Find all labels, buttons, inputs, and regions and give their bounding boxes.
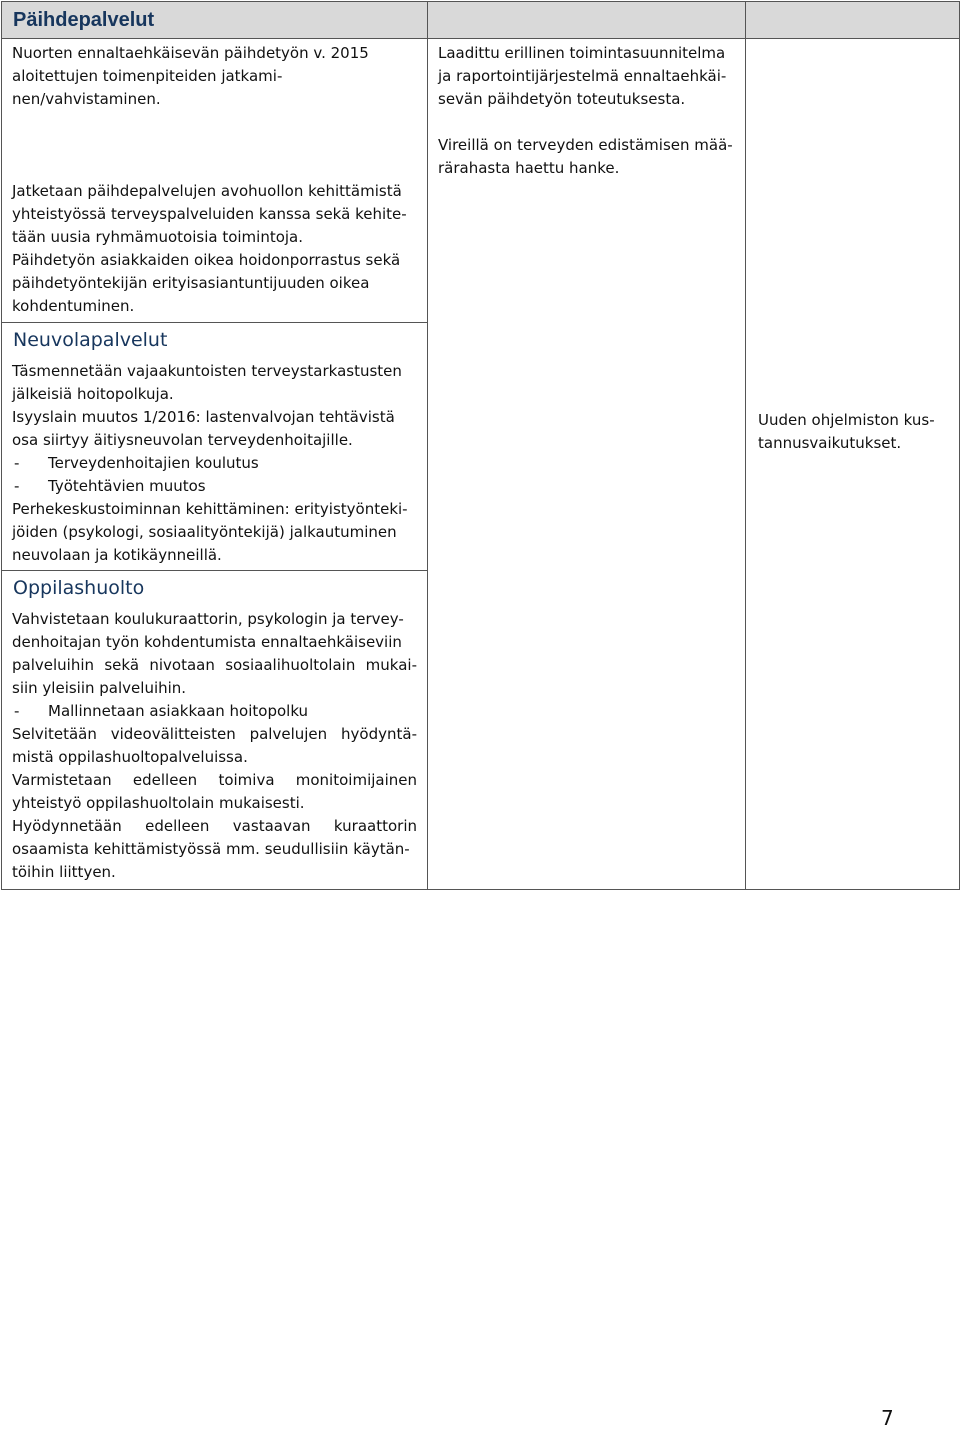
text-line: Uuden ohjelmiston kus- [758,411,935,429]
section-row-paihdepalvelut [2,39,960,323]
text-line: jälkeisiä hoitopolkuja. [12,385,174,403]
text-line: aloitettujen toimenpiteiden jatkami- [12,67,283,85]
text-line: denhoitajan työn kohdentumista ennaltaehkäiseviin [12,633,402,651]
text-line: Päihdetyön asiakkaiden oikea hoidonporrastus sekä [12,251,401,269]
section-title-neuvolapalvelut: Neuvolapalvelut [13,329,168,351]
text-line: töihin liittyen. [12,863,116,881]
text-line: yhteistyössä terveyspalveluiden kanssa sekä kehite- [12,205,407,223]
text-line: Nuorten ennaltaehkäisevän päihdetyön v. 2015 [12,44,369,62]
section-title-paihdepalvelut: Päihdepalvelut [13,9,155,31]
text-line: neuvolaan ja kotikäynneillä. [12,546,222,564]
text-line: osaamista kehittämistyössä mm. seudullisiin käytän- [12,840,410,858]
notes-cell [746,39,960,890]
text-line: sevän päihdetyön toteutuksesta. [438,90,686,108]
text-line: jöiden (psykologi, sosiaalityöntekijä) jalkautuminen [12,523,397,541]
section-header-cell [2,2,428,39]
text-line: rärahasta haettu hanke. [438,159,620,177]
list-item-text: Mallinnetaan asiakkaan hoitopolku [48,702,309,720]
header-cell-empty [428,2,746,39]
text-line: Jatketaan päihdepalvelujen avohuollon kehittämistä [12,182,402,200]
dash-bullet: - [14,477,20,495]
text-line: palveluihin sekä nivotaan sosiaalihuoltolain mukai- [12,656,417,674]
dash-bullet: - [14,454,20,472]
text-line: Isyyslain muutos 1/2016: lastenvalvojan tehtävistä [12,408,395,426]
text-line: siin yleisiin palveluihin. [12,679,187,697]
list-item [12,452,417,475]
text-line: kohdentuminen. [12,297,135,315]
text-line: Perhekeskustoiminnan kehittäminen: erityistyönteki- [12,500,408,518]
text-line: Laadittu erillinen toimintasuunnitelma [438,44,726,62]
dash-bullet: - [14,702,20,720]
page-number: 7 [881,1406,894,1430]
plan-table [1,1,960,890]
text-line: osa siirtyy äitiysneuvolan terveydenhoitajille. [12,431,353,449]
header-row [2,2,960,39]
text-line: mistä oppilashuoltopalveluissa. [12,748,248,766]
text-line: Varmistetaan edelleen toimiva monitoimijainen [12,771,417,789]
text-line: Täsmennetään vajaakuntoisten terveystarkastusten [12,362,402,380]
section-cell-paihdepalvelut [2,39,428,323]
section-cell-neuvolapalvelut [2,323,428,571]
list-item [12,475,417,498]
text-line: Hyödynnetään edelleen vastaavan kuraattorin [12,817,417,835]
text-line: tään uusia ryhmämuotoisia toimintoja. [12,228,304,246]
text-line: yhteistyö oppilashuoltolain mukaisesti. [12,794,305,812]
section-title-oppilashuolto: Oppilashuolto [13,577,145,599]
text-line: ja raportointijärjestelmä ennaltaehkäi- [438,67,727,85]
text-line: päihdetyöntekijän erityisasiantuntijuuden oikea [12,274,370,292]
list-item-text: Työtehtävien muutos [48,477,206,495]
list-item-text: Terveydenhoitajien koulutus [48,454,259,472]
list-item [12,700,417,723]
section-cell-oppilashuolto [2,571,428,890]
text-line: Vahvistetaan koulukuraattorin, psykologin ja tervey- [12,610,404,628]
text-line: tannusvaikutukset. [758,434,902,452]
text-line: Vireillä on terveyden edistämisen mää- [438,136,733,154]
text-line: Selvitetään videovälitteisten palvelujen hyödyntä- [12,725,417,743]
text-line: nen/vahvistaminen. [12,90,161,108]
header-cell-empty [746,2,960,39]
results-cell [428,39,746,890]
